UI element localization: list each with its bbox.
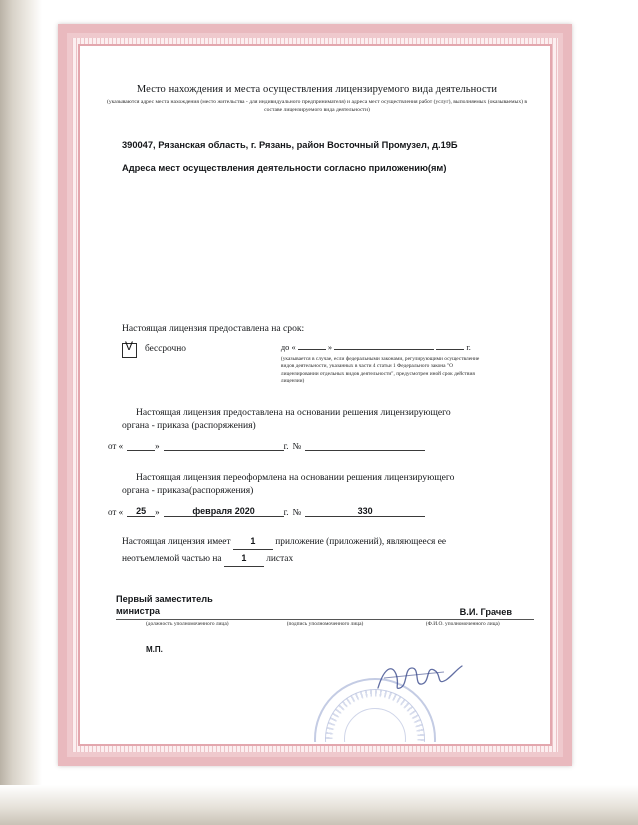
address-note: Адреса мест осуществления деятельности согласно приложению(ям)	[122, 163, 447, 173]
annex-count-field[interactable]: 1	[233, 533, 273, 550]
term-until-quote: »	[327, 343, 333, 352]
annex-line2-suffix: листах	[266, 553, 294, 564]
section-location-title: Место нахождения и места осуществления лицензируемого вида деятельности	[136, 84, 498, 95]
annex-line1-suffix: приложение (приложений), являющееся ее	[275, 536, 447, 547]
checkbox-mark: V	[125, 339, 134, 353]
reissued-fields	[100, 506, 534, 517]
signer-title	[116, 593, 213, 617]
term-until-prefix: до «	[280, 343, 296, 352]
reissued-title-line2: органа - приказа(распоряжения)	[122, 485, 254, 497]
reissued-month-field[interactable]: февраля 2020	[164, 506, 284, 517]
granted-quote: »	[155, 440, 160, 451]
granted-day-field[interactable]	[127, 450, 155, 451]
term-until-year[interactable]	[436, 349, 464, 350]
term-until-group	[281, 343, 491, 386]
granted-number-field[interactable]	[305, 450, 425, 451]
annex-line2-prefix: неотъемлемой частью на	[122, 553, 222, 564]
term-title: Настоящая лицензия предоставлена на срок:	[122, 323, 305, 334]
address-line: 390047, Рязанская область, г. Рязань, район Восточный Промузел, д.19Б	[122, 140, 458, 150]
granted-month-field[interactable]	[164, 450, 284, 451]
term-note: (указывается в случае, если федеральными законами, регулирующими осуществление видов деятельности, указанных в части 4 статьи 1 Федерального закона "О лицензировании отдельных видов деятельности", предусмотрен иной срок действия лицензии)	[280, 356, 480, 385]
signature-block	[100, 593, 534, 617]
reissued-number-label: №	[292, 506, 302, 517]
page-left-shadow	[0, 0, 42, 825]
granted-fields	[100, 441, 534, 451]
granted-title-line2: органа - приказа (распоряжения)	[122, 420, 256, 432]
term-until-suffix: г.	[466, 343, 471, 352]
term-indefinite-checkbox[interactable]	[122, 339, 137, 358]
reissued-quote: »	[155, 506, 160, 517]
annex-line1-prefix: Настоящая лицензия имеет	[122, 536, 231, 547]
granted-title-line1: Настоящая лицензия предоставлена на основании решения лицензирующего	[136, 406, 451, 418]
signer-title-line2: министра	[116, 605, 160, 616]
reissued-day-field[interactable]: 25	[127, 506, 155, 517]
granted-number-label: №	[292, 440, 302, 451]
document-body	[82, 48, 548, 742]
reissued-title-line1: Настоящая лицензия переоформлена на основании решения лицензирующего	[136, 471, 455, 483]
granted-paragraph	[100, 406, 534, 433]
signature-captions	[100, 619, 534, 627]
term-until-day[interactable]	[298, 349, 326, 350]
caption-signature: (подпись уполномоченного лица)	[259, 619, 392, 627]
signer-title-line1: Первый заместитель	[116, 593, 213, 604]
page-bottom-shadow	[0, 785, 638, 825]
term-until-month[interactable]	[334, 349, 434, 350]
license-sheet	[58, 24, 572, 766]
term-block	[100, 323, 534, 386]
annex-block	[100, 533, 534, 567]
caption-position: (должность уполномоченного лица)	[116, 619, 259, 627]
reissued-number-field[interactable]: 330	[305, 506, 425, 517]
term-indefinite-label: бессрочно	[145, 344, 186, 354]
signer-name: В.И. Грачев	[459, 606, 512, 617]
annex-pages-field[interactable]: 1	[224, 550, 264, 567]
granted-from-label: от «	[108, 440, 124, 451]
reissued-paragraph	[100, 471, 534, 498]
granted-year-label: г.	[283, 440, 289, 451]
reissued-year-label: г.	[283, 506, 289, 517]
stamp-label: М.П.	[146, 644, 163, 654]
section-location-note: (указываются адрес места нахождения (место жительства - для индивидуального предпринимателя) и адреса мест осуществления работ (услуг), выполняемых (оказываемых) в составе лицензируемого вида деятельности)	[106, 99, 528, 113]
term-row	[100, 339, 534, 386]
caption-fio: (Ф.И.О. уполномоченного лица)	[392, 619, 535, 627]
reissued-from-label: от «	[108, 506, 124, 517]
